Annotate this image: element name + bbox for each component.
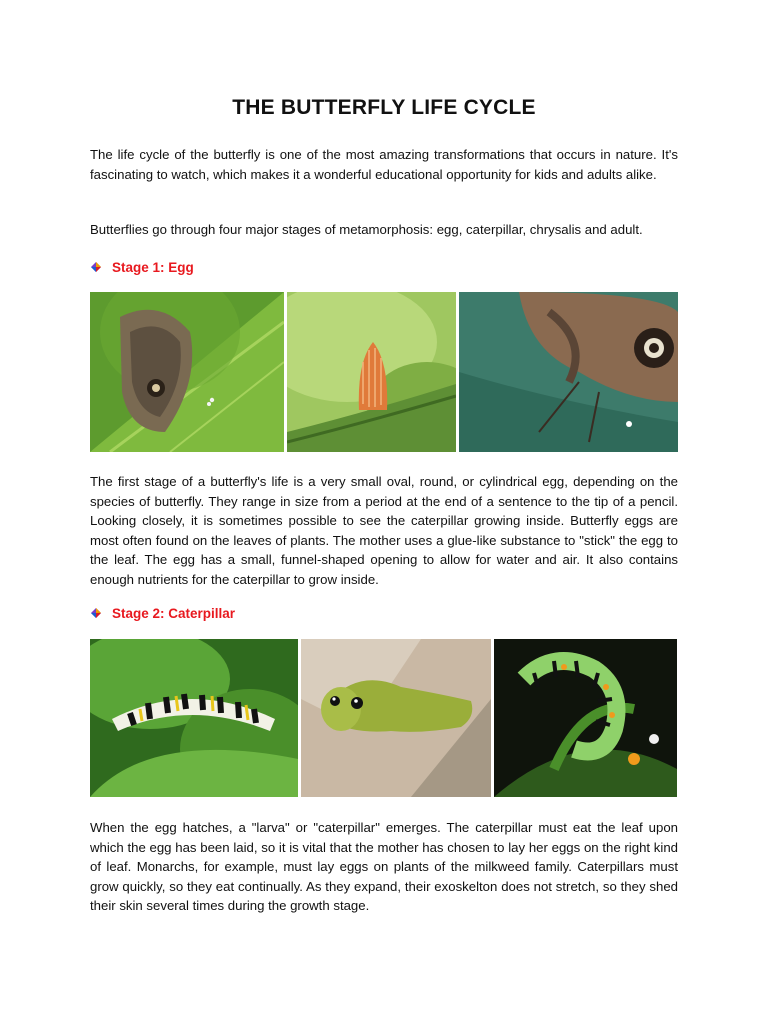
spicebush-caterpillar-photo bbox=[301, 639, 491, 797]
stage-heading-text: Stage 2: Caterpillar bbox=[112, 605, 236, 621]
diamond-bullet-icon bbox=[90, 607, 102, 619]
butterfly-laying-egg-photo bbox=[459, 292, 678, 452]
stage-1-photo-row bbox=[90, 292, 678, 452]
butterfly-egg-photo bbox=[287, 292, 456, 452]
intro-paragraph: The life cycle of the butterfly is one of the most amazing transformations that occurs in nature. It's fascinating to watch, which makes it a wonderful educational opportunity for kids and adults alike. bbox=[90, 147, 678, 182]
page-title: THE BUTTERFLY LIFE CYCLE bbox=[232, 96, 536, 119]
owl-butterfly-photo bbox=[90, 292, 284, 452]
stage-2-heading bbox=[90, 603, 235, 623]
stage-1-heading bbox=[90, 257, 194, 277]
swallowtail-caterpillar-photo bbox=[494, 639, 677, 797]
monarch-caterpillar-photo bbox=[90, 639, 298, 797]
diamond-bullet-icon bbox=[90, 261, 102, 273]
stage-2-body: When the egg hatches, a "larva" or "caterpillar" emerges. The caterpillar must eat the leaf upon which the egg has been laid, so it is vital that the mother has chosen to lay her eggs on the right kind of leaf. Monarchs, for example, must lay eggs on plants of the milkweed family. Caterpillars must grow quickly, so they eat continually. As they expand, their exoskelton does not stretch, so they shed their skin several times during the growth stage. bbox=[90, 820, 678, 914]
stage-2-photo-row bbox=[90, 639, 678, 797]
stage-1-body: The first stage of a butterfly's life is a very small oval, round, or cylindrical egg, depending on the species of butterfly. They range in size from a period at the end of a sentence to the tip of a pencil. Looking closely, it is sometimes possible to see the caterpillar growing inside. Butterfly eggs are most often found on the leaves of plants. The mother uses a glue-like substance to "stick" the egg to the leaf. The egg has a small, funnel-shaped opening to allow for water and air. It also contains enough nutrients for the caterpillar to grow inside. bbox=[90, 474, 678, 587]
stage-heading-text: Stage 1: Egg bbox=[112, 259, 194, 275]
intro-paragraph: Butterflies go through four major stages of metamorphosis: egg, caterpillar, chrysalis and adult. bbox=[90, 222, 643, 237]
